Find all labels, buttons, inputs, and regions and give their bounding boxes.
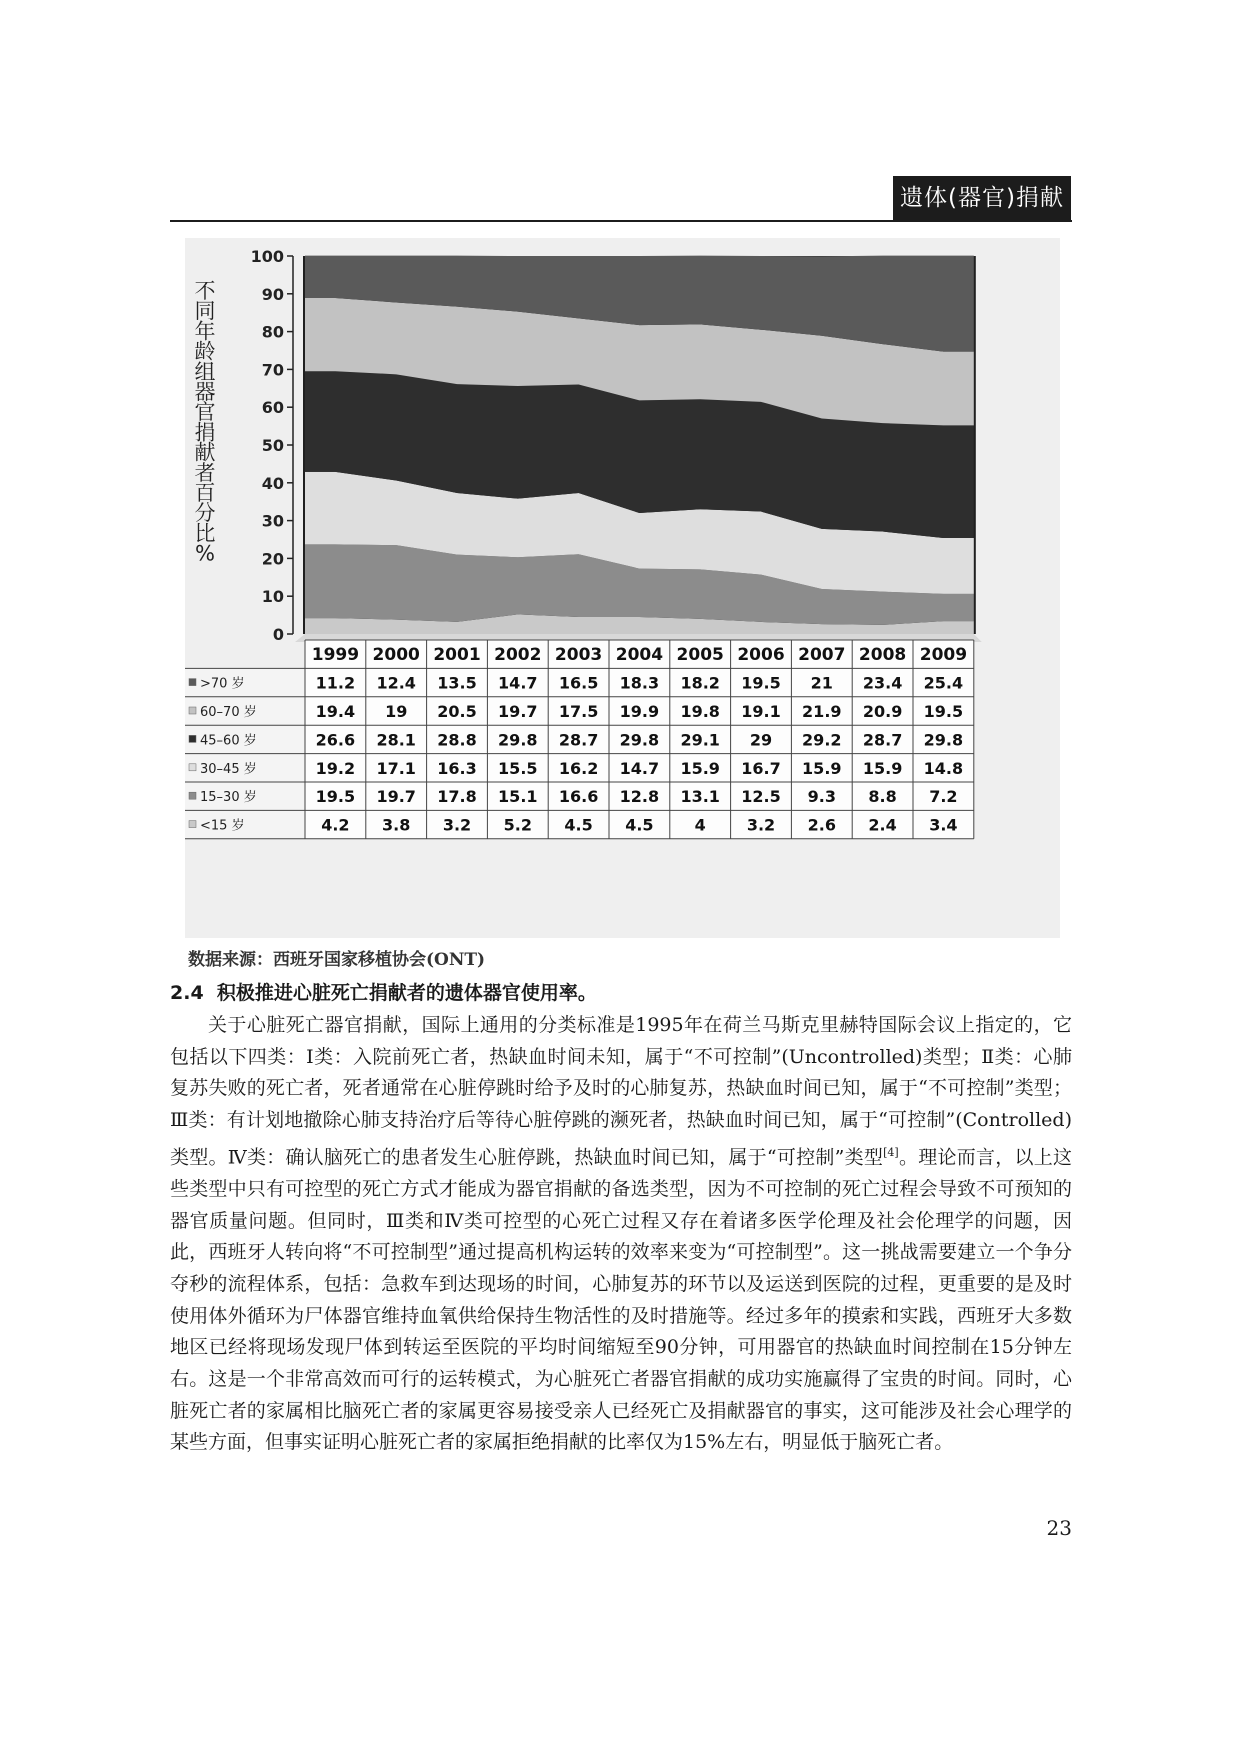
y-axis-label-char: 器 (194, 380, 216, 404)
data-value-label: 14.8 (923, 758, 964, 778)
legend-label: <15 岁 (200, 818, 245, 834)
legend-swatch (189, 792, 196, 799)
y-tick-label: 100 (250, 247, 284, 266)
y-axis-label-char: 同 (194, 299, 216, 324)
data-value-label: 19.1 (741, 702, 781, 721)
y-tick-label: 0 (272, 625, 284, 644)
data-value-label: 19.9 (619, 702, 660, 721)
data-value-label: 29 (749, 730, 773, 750)
legend-label: 45–60 岁 (200, 733, 257, 749)
data-value-label: 19.7 (498, 702, 538, 721)
data-value-label: 4.5 (564, 815, 593, 835)
x-tick-label: 2007 (798, 645, 846, 666)
data-value-label: 25.4 (923, 673, 964, 693)
y-axis-label-char: 组 (194, 359, 216, 384)
y-axis-label-char: 百 (194, 481, 216, 505)
data-value-label: 17.1 (376, 758, 416, 778)
y-axis-label-char: 官 (194, 400, 216, 425)
data-value-label: 4 (694, 815, 706, 835)
data-value-label: 19.5 (923, 702, 964, 721)
y-axis-label-char: 龄 (194, 339, 216, 364)
y-axis-label-char: % (195, 541, 215, 566)
data-value-label: 15.9 (862, 758, 903, 778)
data-value-label: 9.3 (807, 787, 836, 807)
legend-swatch (189, 821, 196, 828)
page-number: 23 (1046, 1516, 1072, 1540)
legend-label: 15–30 岁 (200, 790, 257, 806)
y-axis-label-char: 不 (194, 279, 216, 303)
y-tick-label: 60 (261, 398, 284, 418)
data-value-label: 29.8 (619, 730, 660, 750)
section-heading (170, 978, 597, 1005)
data-value-label: 15.9 (680, 758, 720, 778)
data-value-label: 3.2 (442, 815, 472, 835)
data-value-label: 3.8 (382, 815, 411, 835)
data-value-label: 16.2 (558, 758, 599, 778)
data-value-label: 3.4 (929, 815, 958, 835)
y-axis-label-char: 者 (194, 460, 216, 485)
data-value-label: 23.4 (862, 673, 903, 693)
legend-swatch (189, 735, 196, 742)
data-value-label: 2.6 (807, 815, 836, 835)
body-paragraph-main: 关于心脏死亡器官捐献，国际上通用的分类标准是1995年在荷兰马斯克里赫特国际会议上指定的，它包括以下四类：Ⅰ类：入院前死亡者，热缺血时间未知，属于“不可控制”(Uncontrolled)类型；Ⅱ类：心肺复苏失败的死亡者，死者通常在心脏停跳时给予及时的心肺复苏，热缺血时间已知，属于“不可控制”类型；Ⅲ类：有计划地撤除心肺支持治疗后等待心脏停跳的濒死者，热缺血时间已知，属于“可控制”(Controlled)类型。Ⅳ类：确认脑死亡的患者发生心脏停跳，热缺血时间已知，属于“可控制”类型 (170, 1014, 1072, 1169)
data-value-label: 19 (385, 702, 408, 721)
data-value-label: 16.5 (558, 673, 599, 693)
y-axis-label-char: 年 (194, 319, 216, 344)
data-value-label: 28.7 (558, 730, 599, 750)
chart-source-note: 数据来源：西班牙国家移植协会(ONT) (188, 950, 486, 970)
x-tick-label: 1999 (311, 645, 360, 666)
data-value-label: 16.6 (558, 787, 599, 807)
data-value-label: 20.9 (862, 702, 903, 721)
data-value-label: 12.4 (376, 673, 416, 693)
data-value-label: 16.7 (741, 758, 781, 778)
y-tick-label: 30 (261, 511, 284, 531)
legend-swatch (189, 679, 196, 686)
data-value-label: 14.7 (498, 673, 538, 693)
data-value-label: 16.3 (437, 758, 477, 778)
legend-label: 30–45 岁 (200, 761, 257, 777)
data-value-label: 5.2 (503, 815, 532, 835)
legend-label: >70 岁 (200, 676, 245, 692)
data-value-label: 15.9 (802, 758, 842, 778)
y-tick-label: 40 (261, 473, 284, 493)
data-value-label: 2.4 (868, 815, 897, 835)
x-tick-label: 2009 (919, 645, 968, 666)
data-value-label: 13.1 (680, 787, 720, 807)
data-value-label: 18.3 (619, 673, 660, 693)
data-value-label: 28.7 (862, 730, 903, 750)
y-tick-label: 90 (261, 284, 284, 304)
data-value-label: 12.5 (741, 787, 781, 807)
legend-label: 60–70 岁 (200, 705, 257, 720)
x-tick-label: 2006 (737, 645, 785, 666)
x-tick-label: 2008 (858, 645, 907, 666)
data-value-label: 29.2 (802, 730, 842, 750)
data-value-label: 28.1 (376, 730, 416, 750)
body-paragraph-rest: 。理论而言，以上这些类型中只有可控型的死亡方式才能成为器官捐献的备选类型，因为不可控制的死亡过程会导致不可预知的器官质量问题。但同时，Ⅲ类和Ⅳ类可控型的心死亡过程又存在着诸多医学伦理及社会伦理学的问题，因此，西班牙人转向将“不可控制型”通过提高机构运转的效率来变为“可控制型”。这一挑战需要建立一个争分夺秒的流程体系，包括：急救车到达现场的时间，心肺复苏的环节以及运送到医院的过程，更重要的是及时使用体外循环为尸体器官维持血氧供给保持生物活性的及时措施等。经过多年的摸索和实践，西班牙大多数地区已经将现场发现尸体到转运至医院的平均时间缩短至90分钟，可用器官的热缺血时间控制在15分钟左右。这是一个非常高效而可行的运转模式，为心脏死亡者器官捐献的成功实施赢得了宝贵的时间。同时，心脏死亡者的家属相比脑死亡者的家属更容易接受亲人已经死亡及捐献器官的事实，这可能涉及社会心理学的某些方面，但事实证明心脏死亡者的家属拒绝捐献的比率仅为15%左右，明显低于脑死亡者。 (170, 1146, 1072, 1454)
x-tick-label: 2002 (494, 645, 542, 666)
y-tick-label: 20 (261, 549, 284, 569)
x-tick-label: 2004 (615, 645, 664, 666)
data-value-label: 19.5 (315, 787, 356, 807)
data-value-label: 20.5 (437, 702, 477, 721)
data-value-label: 29.8 (498, 730, 538, 750)
data-value-label: 15.5 (498, 758, 538, 778)
y-axis-label-char: 捐 (194, 420, 216, 445)
data-value-label: 21 (810, 673, 833, 693)
header-rule (170, 220, 1072, 222)
data-value-label: 19.7 (376, 787, 416, 807)
citation-ref: [4] (883, 1145, 899, 1159)
data-value-label: 4.2 (321, 815, 350, 835)
legend-swatch (189, 707, 196, 714)
x-tick-label: 2001 (433, 645, 481, 666)
data-value-label: 4.5 (625, 815, 654, 835)
y-axis-label-char: 献 (194, 440, 216, 465)
data-value-label: 19.8 (680, 702, 720, 721)
data-value-label: 17.5 (558, 702, 599, 721)
data-value-label: 17.8 (437, 787, 477, 807)
section-header-label: 遗体(器官)捐献 (893, 176, 1071, 220)
data-value-label: 3.2 (746, 815, 776, 835)
x-tick-label: 2000 (372, 645, 420, 666)
data-value-label: 19.2 (315, 758, 356, 778)
data-value-label: 11.2 (315, 673, 356, 693)
legend-swatch (189, 764, 196, 771)
data-value-label: 15.1 (498, 787, 538, 807)
data-value-label: 21.9 (802, 702, 842, 721)
data-value-label: 8.8 (868, 787, 897, 807)
x-tick-label: 2003 (554, 645, 603, 666)
y-tick-label: 70 (261, 360, 284, 380)
data-value-label: 19.5 (741, 673, 781, 693)
data-value-label: 14.7 (619, 758, 660, 778)
section-title: 积极推进心脏死亡捐献者的遗体器官使用率。 (216, 982, 597, 1004)
data-value-label: 28.8 (437, 730, 477, 750)
y-axis-label-char: 分 (194, 501, 216, 526)
x-tick-label: 2005 (676, 645, 724, 666)
y-axis-label-char: 比 (194, 521, 216, 546)
data-value-label: 7.2 (929, 787, 958, 807)
data-value-label: 19.4 (315, 702, 356, 721)
y-tick-label: 50 (261, 436, 284, 455)
data-value-label: 12.8 (619, 787, 660, 807)
data-value-label: 13.5 (437, 673, 477, 693)
data-value-label: 29.8 (923, 730, 964, 750)
y-tick-label: 10 (261, 587, 284, 607)
data-value-label: 26.6 (315, 730, 356, 750)
data-value-label: 18.2 (680, 673, 720, 693)
y-tick-label: 80 (261, 322, 284, 342)
body-text (170, 1010, 1072, 1459)
stacked-area-chart (185, 238, 1060, 938)
body-paragraph (170, 1010, 1072, 1459)
data-value-label: 29.1 (680, 730, 720, 750)
section-number: 2.4 (170, 982, 204, 1004)
